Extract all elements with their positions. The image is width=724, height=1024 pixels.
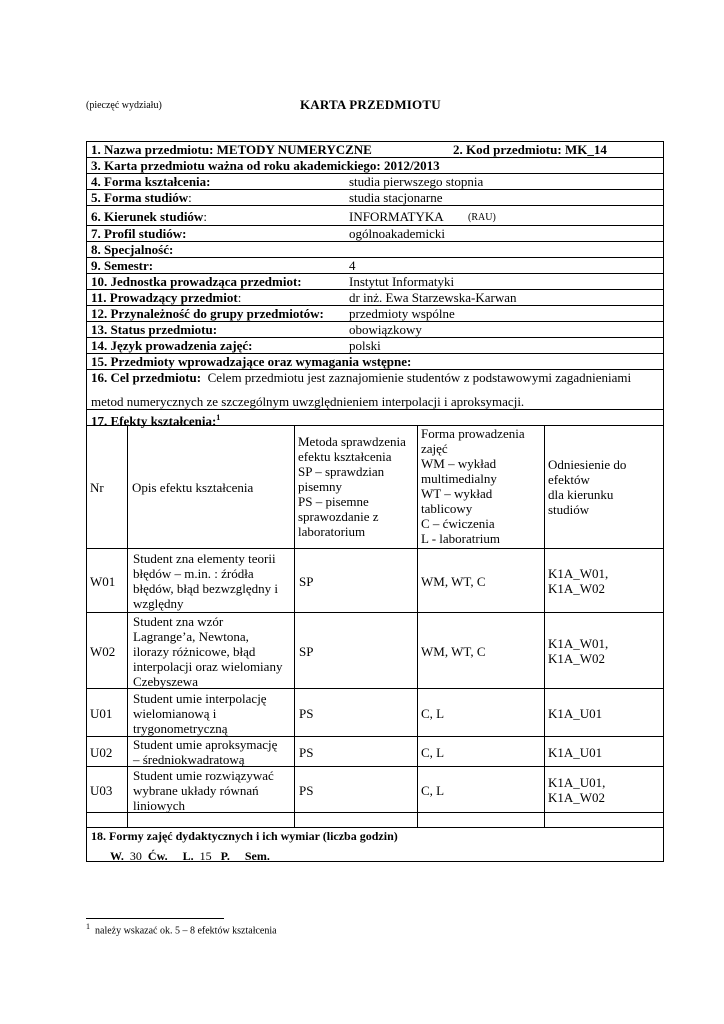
document-title: KARTA PRZEDMIOTU [300, 97, 441, 112]
header-line: L - laboratrium [421, 531, 500, 546]
effect-description: Student umie aproksymację – średniokwadratową [133, 737, 278, 767]
footnote-separator [86, 918, 224, 919]
effect-form: C, L [421, 744, 445, 760]
field-of-study-note: (RAU) [468, 212, 496, 223]
hours-cw-label: Ćw. [147, 849, 168, 863]
effect-nr: W01 [90, 573, 116, 589]
header-line: zajęć [421, 441, 448, 456]
header-line: tablicowy [421, 501, 473, 516]
effect-reference: K1A_W01, K1A_W02 [548, 566, 609, 596]
course-name: 1. Nazwa przedmiotu: METODY NUMERYCZNE [91, 142, 372, 157]
prerequisites-label: 15. Przedmioty wprowadzające oraz wymagania wstępne: [91, 354, 412, 369]
effect-form: WM, WT, C [421, 573, 486, 589]
hours-values [110, 849, 270, 864]
header-line: Odniesienie do [548, 457, 627, 472]
hours-w-value: 30 [129, 849, 142, 863]
course-group-value: przedmioty wspólne [349, 306, 455, 321]
hours-l-label: L. [182, 849, 194, 863]
valid-from-year: 3. Karta przedmiotu ważna od roku akademickiego: 2012/2013 [91, 158, 440, 173]
header-line: SP – sprawdzian [298, 464, 385, 479]
effect-nr: W02 [90, 643, 116, 659]
hours-sem-label: Sem. [244, 849, 270, 863]
effect-method: SP [299, 573, 314, 589]
col-header-form [421, 426, 525, 546]
language-value: polski [349, 338, 381, 353]
semester-value: 4 [349, 258, 356, 273]
header-line: sprawozdanie z [298, 509, 379, 524]
course-group-label: 12. Przynależność do grupy przedmiotów: [91, 306, 324, 321]
col-divider [127, 425, 128, 827]
education-form-value: studia pierwszego stopnia [349, 174, 484, 189]
header-line: efektów [548, 472, 590, 487]
effect-description: Student zna elementy teorii błędów – m.in. : źródła błędów, błąd bezwzględny i względny [133, 551, 278, 611]
effect-description: Student zna wzór Lagrange’a, Newtona, ilorazy różnicowe, błąd interpolacji oraz wielomiany Czebyszewa [133, 613, 283, 689]
effect-form: C, L [421, 782, 445, 798]
effect-nr: U03 [90, 782, 113, 798]
row-divider [86, 827, 664, 828]
header-line: dla kierunku [548, 487, 614, 502]
header-line: efektu kształcenia [298, 449, 392, 464]
col-divider [417, 425, 418, 827]
faculty-stamp-label: (pieczęć wydziału) [86, 100, 162, 111]
header-line: C – ćwiczenia [421, 516, 495, 531]
field-of-study-value: INFORMATYKA [349, 209, 444, 224]
specialization-label: 8. Specjalność: [91, 242, 174, 257]
effect-method: SP [299, 643, 314, 659]
effect-method: PS [299, 705, 314, 721]
effect-reference: K1A_W01, K1A_W02 [548, 636, 609, 666]
effect-nr: U01 [90, 705, 113, 721]
lecturer-label: 11. Prowadzący przedmiot: [91, 290, 242, 305]
study-form-label: 5. Forma studiów: [91, 190, 192, 205]
lecturer-value: dr inż. Ewa Starzewska-Karwan [349, 290, 517, 305]
course-goal-line2: metod numerycznych ze szczególnym uwzględnieniem interpolacji i aproksymacji. [91, 394, 525, 409]
course-status-label: 13. Status przedmiotu: [91, 322, 218, 337]
unit-value: Instytut Informatyki [349, 274, 455, 289]
header-line: WT – wykład [421, 486, 493, 501]
row-divider [86, 205, 664, 206]
effect-method: PS [299, 744, 314, 760]
unit-label: 10. Jednostka prowadząca przedmiot: [91, 274, 302, 289]
hours-title: 18. Formy zajęć dydaktycznych i ich wymiar (liczba godzin) [91, 829, 398, 843]
header-line: pisemny [298, 479, 343, 494]
effect-reference: K1A_U01, K1A_W02 [548, 775, 606, 805]
effect-reference: K1A_U01 [548, 705, 603, 721]
learning-outcomes-label: 17. Efekty kształcenia:$^1$ [91, 413, 221, 429]
row-divider [86, 257, 664, 258]
effect-description: Student umie rozwiązywać wybrane układy równań liniowych [133, 767, 274, 813]
row-divider [86, 548, 664, 549]
header-line: WM – wykład [421, 456, 497, 471]
course-goal-line1: 16. Cel przedmiotu: Celem przedmiotu jest zaznajomienie studentów z podstawowymi zagadnieniami [91, 370, 632, 385]
education-form-label: 4. Forma kształcenia: [91, 174, 211, 189]
effect-form: C, L [421, 705, 445, 721]
col-header-reference [548, 457, 626, 517]
header-line: studiów [548, 502, 590, 517]
effect-description: Student umie interpolację wielomianową i trygonometryczną [133, 690, 267, 736]
study-profile-label: 7. Profil studiów: [91, 226, 187, 241]
effect-reference: K1A_U01 [548, 744, 603, 760]
col-divider [294, 425, 295, 827]
hours-p-label: P. [220, 849, 230, 863]
header-line: multimedialny [421, 471, 497, 486]
header-line: Metoda sprawdzenia [298, 434, 406, 449]
study-profile-value: ogólnoakademicki [349, 226, 446, 241]
hours-w-label: W. [110, 849, 124, 863]
header-line: PS – pisemne [298, 494, 369, 509]
header-line: laboratorium [298, 524, 366, 539]
header-line: Forma prowadzenia [421, 426, 525, 441]
course-status-value: obowiązkowy [349, 322, 422, 337]
effect-method: PS [299, 782, 314, 798]
effect-form: WM, WT, C [421, 643, 486, 659]
col-header-description: Opis efektu kształcenia [132, 480, 254, 495]
col-header-method [298, 434, 406, 539]
col-divider [544, 425, 545, 827]
hours-l-value: 15 [199, 849, 212, 863]
footnote: $^1$ należy wskazać ok. 5 – 8 efektów kształcenia [86, 922, 277, 937]
study-form-value: studia stacjonarne [349, 190, 443, 205]
language-label: 14. Język prowadzenia zajęć: [91, 338, 253, 353]
col-header-nr: Nr [90, 480, 104, 495]
effect-nr: U02 [90, 744, 113, 760]
field-of-study-label: 6. Kierunek studiów: [91, 209, 207, 224]
semester-label: 9. Semestr: [91, 258, 154, 273]
course-code: 2. Kod przedmiotu: MK_14 [453, 142, 607, 157]
